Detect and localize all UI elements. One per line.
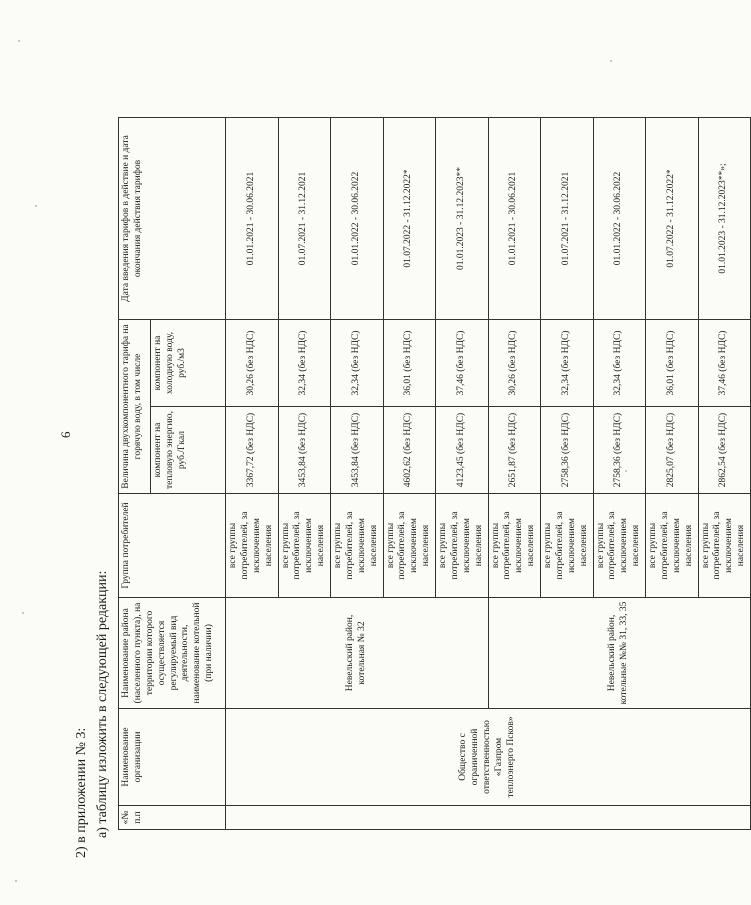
- heading-table-intro: а) таблицу изложить в следующей редакции:: [95, 570, 110, 838]
- scan-speck: [15, 880, 17, 882]
- cell-group: все группы потребителей, за исключением населения: [541, 494, 594, 598]
- header-tariff: Величина двухкомпонентного тарифа на горячую воду, в том числе: [119, 319, 151, 493]
- cell-date: 01.01.2021 - 30.06.2021: [488, 117, 541, 319]
- scan-speck: [22, 612, 24, 614]
- cell-water: 37,46 (без НДС): [436, 319, 489, 406]
- cell-heat: 4123,45 (без НДС): [436, 407, 489, 494]
- scan-speck: [18, 40, 20, 42]
- cell-heat: 3453,84 (без НДС): [278, 407, 331, 494]
- cell-water: 32,34 (без НДС): [541, 319, 594, 406]
- cell-heat: 2651,87 (без НДС): [488, 407, 541, 494]
- cell-water: 32,34 (без НДС): [278, 319, 331, 406]
- cell-date: 01.01.2023 - 31.12.2023**»;: [698, 117, 751, 319]
- cell-district: Невельский район, котельная № 32: [226, 598, 489, 709]
- cell-group: все группы потребителей, за исключением населения: [436, 494, 489, 598]
- cell-group: все группы потребителей, за исключением населения: [593, 494, 646, 598]
- cell-water: 36,01 (без НДС): [646, 319, 699, 406]
- heading-appendix: 2) в приложении № 3:: [74, 727, 89, 858]
- cell-water: 37,46 (без НДС): [698, 319, 751, 406]
- rotated-page-content: [68, 118, 747, 858]
- cell-date: 01.01.2021 - 30.06.2021: [226, 117, 279, 319]
- cell-group: все группы потребителей, за исключением населения: [698, 494, 751, 598]
- cell-date: 01.01.2022 - 30.06.2022: [593, 117, 646, 319]
- cell-heat: 4602,62 (без НДС): [383, 407, 436, 494]
- header-org: Наименование организации: [119, 709, 226, 806]
- cell-heat: 2862,54 (без НДС): [698, 407, 751, 494]
- cell-water: 30,26 (без НДС): [226, 319, 279, 406]
- cell-date: 01.07.2022 - 31.12.2022*: [646, 117, 699, 319]
- cell-group: все группы потребителей, за исключением населения: [646, 494, 699, 598]
- header-num: «№ п.п: [119, 806, 226, 830]
- header-district: Наименование района (населенного пункта), на территории которого осуществляется регулируемый вид деятельности, наименование котельной (при наличии): [119, 598, 226, 709]
- page-number: 6: [58, 431, 73, 438]
- tariff-table: [118, 117, 751, 830]
- header-heat-component: компонент на тепловую энергию, руб./Гкал: [151, 407, 226, 494]
- cell-date: 01.07.2022 - 31.12.2022*: [383, 117, 436, 319]
- cell-water: 30,26 (без НДС): [488, 319, 541, 406]
- cell-group: все группы потребителей, за исключением населения: [331, 494, 384, 598]
- header-group: Группа потребителей: [119, 494, 226, 598]
- cell-heat: 3453,84 (без НДС): [331, 407, 384, 494]
- header-date: Дата введения тарифов в действие и дата окончания действия тарифов: [119, 117, 226, 319]
- cell-heat: 2758,36 (без НДС): [593, 407, 646, 494]
- cell-water: 32,34 (без НДС): [331, 319, 384, 406]
- cell-date: 01.07.2021 - 31.12.2021: [541, 117, 594, 319]
- cell-group: все группы потребителей, за исключением населения: [383, 494, 436, 598]
- cell-date: 01.07.2021 - 31.12.2021: [278, 117, 331, 319]
- cell-group: все группы потребителей, за исключением населения: [488, 494, 541, 598]
- scan-speck: [610, 60, 612, 62]
- cell-water: 32,34 (без НДС): [593, 319, 646, 406]
- cell-num: [226, 806, 751, 830]
- scan-speck: [35, 205, 37, 207]
- cell-water: 36,01 (без НДС): [383, 319, 436, 406]
- header-water-component: компонент на холодную воду, руб./м3: [151, 319, 226, 406]
- cell-heat: 2758,36 (без НДС): [541, 407, 594, 494]
- cell-date: 01.01.2023 - 31.12.2023**: [436, 117, 489, 319]
- cell-heat: 3367,72 (без НДС): [226, 407, 279, 494]
- cell-date: 01.01.2022 - 30.06.2022: [331, 117, 384, 319]
- cell-org: Общество с ограниченной ответственностью «Газпром теплоэнерго Псков»: [226, 709, 751, 806]
- cell-heat: 2825,07 (без НДС): [646, 407, 699, 494]
- cell-district: Невельский район, котельные №№ 31, 33, 35: [488, 598, 751, 709]
- cell-group: все группы потребителей, за исключением населения: [226, 494, 279, 598]
- cell-group: все группы потребителей, за исключением населения: [278, 494, 331, 598]
